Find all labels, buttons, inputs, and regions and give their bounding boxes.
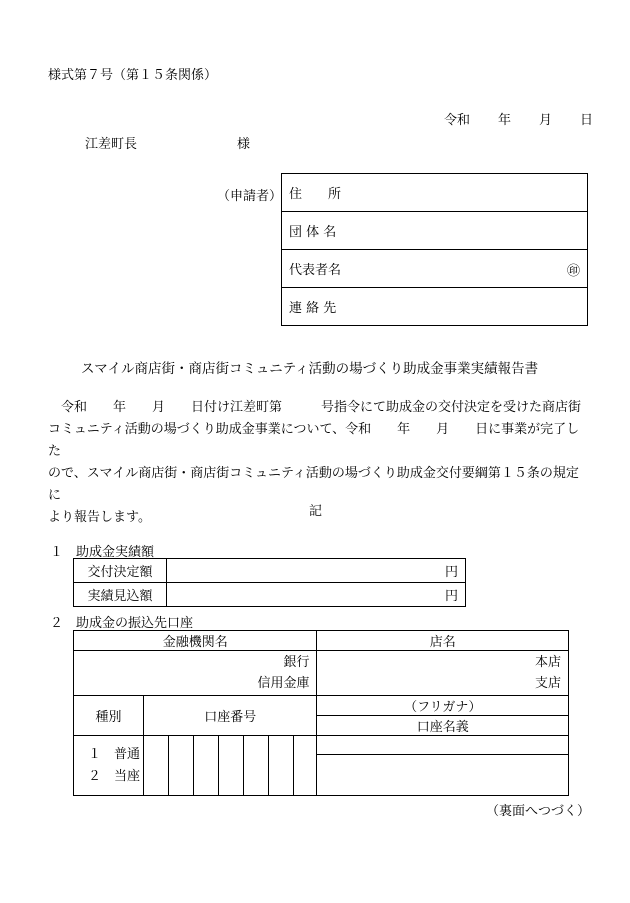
decided-amount-label: 交付決定額 (74, 559, 167, 583)
furigana-cell (317, 736, 569, 755)
date-year: 年 (498, 113, 512, 128)
account-digit-cell (218, 736, 243, 796)
decided-amount-unit: 円 (167, 559, 466, 583)
branch-name-header: 店名 (317, 631, 569, 651)
account-digit-cell (168, 736, 193, 796)
date-month: 月 (539, 113, 553, 128)
date-day: 日 (580, 113, 594, 128)
account-digit-cell (193, 736, 218, 796)
account-number-header: 口座番号 (143, 696, 317, 736)
account-type-cell (74, 736, 144, 796)
account-digit-cell (268, 736, 293, 796)
furigana-header: （フリガナ） (317, 696, 569, 716)
applicant-group-label: 団 体 名 (289, 225, 337, 240)
form-number: 様式第７号（第１５条関係） (48, 68, 218, 83)
date-line (444, 109, 593, 128)
bank-account-table (73, 630, 569, 796)
body-line-1: 令和 年 月 日付け江差町第 号指令にて助成金の交付決定を受けた商店街 (61, 400, 582, 415)
applicant-address-label: 住 所 (289, 187, 342, 202)
account-type-header: 種別 (74, 696, 144, 736)
bank-type-bank: 銀行 (283, 655, 310, 670)
applicant-row-group (282, 212, 588, 250)
section1-heading: １ 助成金実績額 (50, 545, 155, 560)
branch-name-cell (317, 651, 569, 696)
applicant-table (281, 173, 588, 326)
applicant-representative-label: 代表者名 (289, 263, 342, 278)
actual-amount-label: 実績見込額 (74, 583, 167, 607)
applicant-row-address (282, 174, 588, 212)
footer-note: （裏面へつづく） (486, 804, 591, 819)
document-title: スマイル商店街・商店街コミュニティ活動の場づくり助成金事業実績報告書 (81, 361, 539, 377)
applicant-row-representative (282, 250, 588, 288)
account-type-current: ２ 当座 (88, 768, 141, 784)
addressee-honorific: 様 (237, 137, 251, 152)
body-line-2: コミュニティ活動の場づくり助成金事業について、令和 年 月 日に事業が完了した (48, 422, 580, 459)
account-digit-cell (243, 736, 268, 796)
branch-type-branch: 支店 (534, 676, 561, 691)
bank-type-credit-union: 信用金庫 (257, 676, 310, 691)
account-holder-cell (317, 755, 569, 796)
applicant-row-contact (282, 288, 588, 326)
branch-type-main: 本店 (534, 655, 561, 670)
bank-name-header: 金融機関名 (74, 631, 317, 651)
seal-stamp-mark: ㊞ (566, 264, 580, 279)
actual-amount-unit: 円 (167, 583, 466, 607)
addressee-name: 江差町長 (85, 137, 138, 152)
account-digit-cell (143, 736, 168, 796)
body-line-3: ので、スマイル商店街・商店街コミュニティ活動の場づくり助成金交付要綱第１５条の規定に (48, 466, 579, 503)
grant-amount-table (73, 558, 466, 607)
account-digit-cell (293, 736, 317, 796)
account-type-ordinary: １ 普通 (88, 746, 141, 762)
applicant-contact-label: 連 絡 先 (289, 301, 337, 316)
date-era: 令和 (444, 113, 471, 128)
account-holder-header: 口座名義 (317, 716, 569, 736)
body-line-4: より報告します。 (48, 510, 151, 525)
ki-marker: 記 (309, 504, 323, 519)
applicant-label: （申請者） (217, 189, 283, 204)
bank-name-cell (74, 651, 317, 696)
section2-heading: ２ 助成金の振込先口座 (50, 616, 194, 631)
